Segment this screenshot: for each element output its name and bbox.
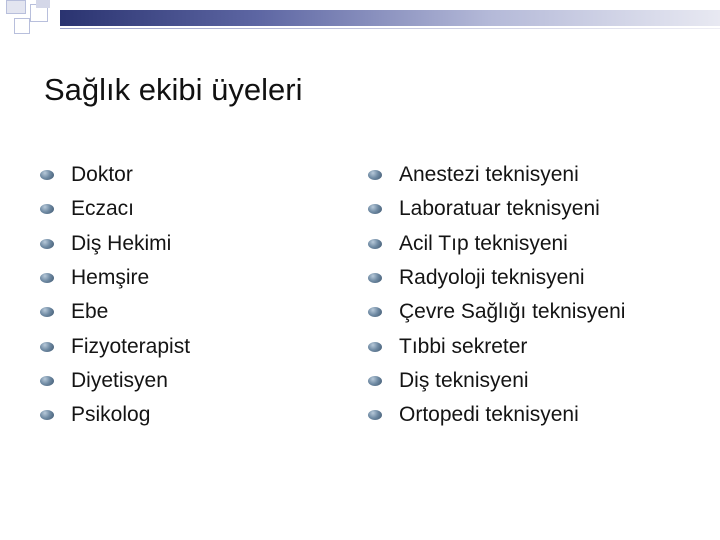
list-item: [368, 295, 625, 329]
slide-header-decoration: [0, 0, 720, 40]
list-item-label: Anestezi teknisyeni: [399, 163, 579, 187]
right-bullet-list: [368, 158, 625, 432]
list-item: [40, 192, 190, 226]
list-item: [368, 329, 625, 363]
list-item: [368, 364, 625, 398]
bullet-icon: [368, 342, 382, 352]
list-item: [40, 261, 190, 295]
bullet-icon: [40, 204, 54, 214]
list-item-label: Ebe: [71, 300, 109, 324]
bullet-icon: [40, 239, 54, 249]
decor-square-4: [36, 0, 50, 8]
list-item-label: Diyetisyen: [71, 368, 168, 392]
bullet-icon: [40, 342, 54, 352]
list-item-label: Hemşire: [71, 266, 150, 290]
list-item: [368, 261, 625, 295]
list-item: [40, 329, 190, 363]
bullet-icon: [368, 273, 382, 283]
header-rule: [60, 28, 720, 29]
bullet-icon: [40, 410, 54, 420]
decor-square-1: [6, 0, 26, 14]
list-item-label: Acil Tıp teknisyeni: [399, 231, 568, 255]
list-item: [368, 398, 625, 432]
list-item: [40, 295, 190, 329]
bullet-icon: [368, 376, 382, 386]
list-item-label: Psikolog: [71, 403, 151, 427]
bullet-icon: [40, 273, 54, 283]
slide-title: Sağlık ekibi üyeleri: [44, 72, 303, 107]
list-item: [368, 227, 625, 261]
list-item-label: Diş Hekimi: [71, 231, 172, 255]
bullet-icon: [368, 307, 382, 317]
list-item: [40, 398, 190, 432]
bullet-icon: [368, 204, 382, 214]
list-item: [40, 227, 190, 261]
bullet-icon: [40, 307, 54, 317]
bullet-icon: [368, 239, 382, 249]
decor-square-3: [14, 18, 30, 34]
list-item: [40, 158, 190, 192]
list-item-label: Çevre Sağlığı teknisyeni: [399, 300, 626, 324]
left-bullet-list: [40, 158, 190, 432]
list-item-label: Tıbbi sekreter: [399, 334, 528, 358]
list-item-label: Radyoloji teknisyeni: [399, 266, 585, 290]
bullet-icon: [368, 410, 382, 420]
list-item-label: Ortopedi teknisyeni: [399, 403, 579, 427]
header-gradient-bar: [60, 10, 720, 26]
list-item-label: Diş teknisyeni: [399, 368, 529, 392]
list-item-label: Laboratuar teknisyeni: [399, 197, 600, 221]
list-item-label: Doktor: [71, 163, 133, 187]
list-item: [40, 364, 190, 398]
bullet-icon: [40, 376, 54, 386]
bullet-icon: [40, 170, 54, 180]
list-item: [368, 192, 625, 226]
list-item-label: Fizyoterapist: [71, 334, 191, 358]
list-item-label: Eczacı: [71, 197, 135, 221]
list-item: [368, 158, 625, 192]
bullet-icon: [368, 170, 382, 180]
